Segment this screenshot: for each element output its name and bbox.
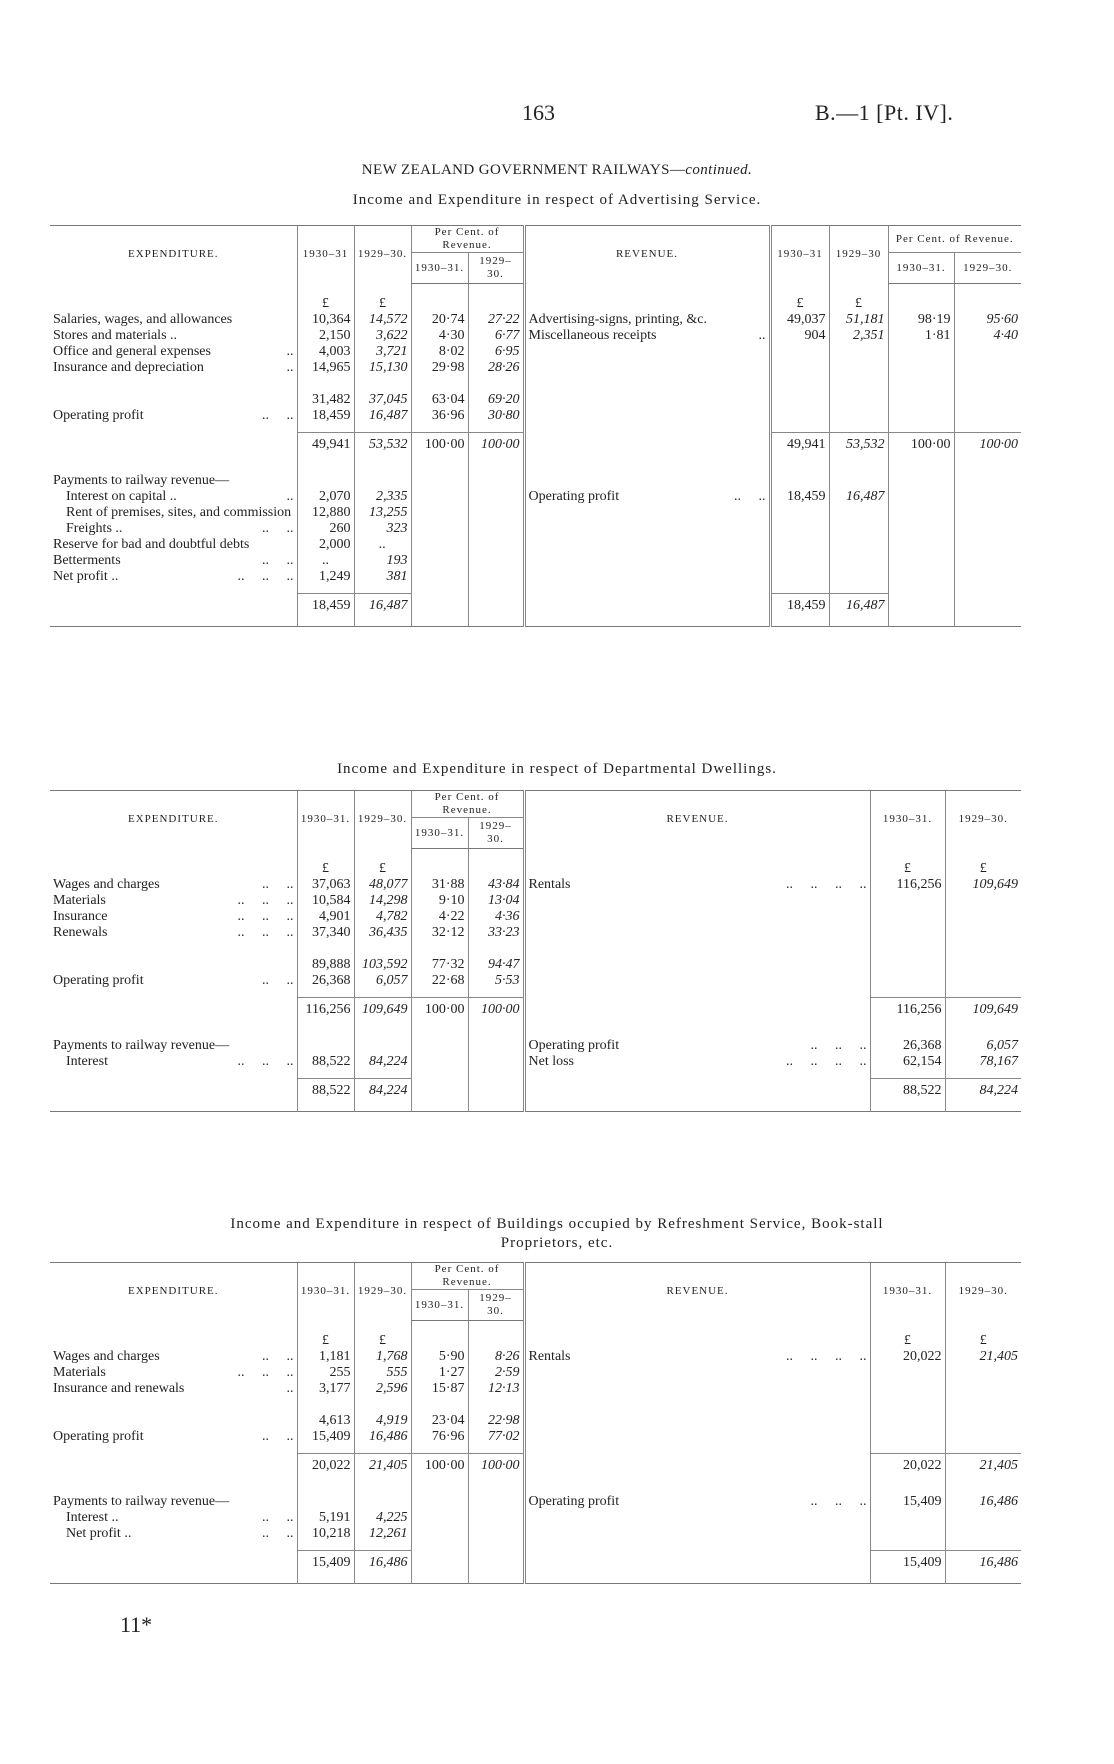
total-1930: 18,459	[297, 593, 354, 618]
table-row	[50, 1510, 1021, 1526]
pound-sign: £	[297, 1321, 354, 1349]
row-label: Net profit .. .. ..	[66, 1525, 294, 1541]
pound-sign: £	[870, 1321, 945, 1349]
table-row	[50, 925, 1021, 941]
row-label: Materials .. .. ..	[53, 892, 294, 908]
percent-1930: 5·90	[411, 1349, 468, 1365]
label-text: Operating profit	[53, 1428, 144, 1444]
value-1930: 116,256	[870, 877, 945, 893]
dwellings-title: Income and Expenditure in respect of Departmental Dwellings.	[337, 761, 777, 777]
percent-1929: 4·36	[468, 909, 524, 925]
total-row	[50, 593, 1021, 618]
row-label: Net profit .. .. .. ..	[53, 568, 294, 584]
percent-1930: 4·22	[411, 909, 468, 925]
header-year-1930: 1930–31.	[870, 791, 945, 849]
row-label: Operating profit .. ..	[524, 489, 770, 505]
value-1930: 2,150	[297, 328, 354, 344]
operating-profit-row	[50, 973, 1021, 989]
value-1929: 6,057	[354, 973, 411, 989]
header-year-1929: 1929–30.	[945, 791, 1021, 849]
caption-main: NEW ZEALAND GOVERNMENT RAILWAYS—	[361, 162, 686, 178]
percent-1929: 22·98	[468, 1413, 524, 1429]
header-expenditure: EXPENDITURE.	[127, 1285, 219, 1298]
label-text: Insurance and renewals	[53, 1380, 185, 1396]
header-year-1929: 1929–30.	[945, 1263, 1021, 1321]
percent-1929: 95·60	[954, 312, 1021, 328]
buildings-title	[40, 1215, 1074, 1253]
row-label: Operating profit .. ..	[53, 972, 294, 988]
total-percent-1929: 100·00	[468, 997, 524, 1022]
label-text: Interest	[66, 1053, 108, 1069]
percent-1929: 8·26	[468, 1349, 524, 1365]
row-label: Wages and charges .. ..	[53, 1348, 294, 1364]
value-1930: 10,364	[297, 312, 354, 328]
label-text: Operating profit	[53, 972, 144, 988]
row-label: Net loss .. .. .. ..	[524, 1054, 870, 1070]
value-1929: 4,782	[354, 909, 411, 925]
payments-heading: Payments to railway revenue—	[53, 1037, 230, 1053]
document-reference: B.—1 [Pt. IV].	[815, 100, 954, 125]
total-percent-1930: 100·00	[888, 432, 954, 457]
row-label: Rentals .. .. .. ..	[524, 1349, 870, 1365]
header-expenditure: EXPENDITURE.	[127, 813, 219, 826]
value-1930: ..	[297, 553, 354, 569]
value-1930: 10,218	[297, 1526, 354, 1542]
total-1930: 20,022	[870, 1453, 945, 1478]
header-pc-1930: 1930–31.	[411, 818, 468, 849]
value-1929: 16,486	[354, 1429, 411, 1445]
value-1930: 4,901	[297, 909, 354, 925]
value-1930: 5,191	[297, 1510, 354, 1526]
header-year-1929: 1929–30.	[354, 791, 411, 849]
percent-1930: 23·04	[411, 1413, 468, 1429]
caption-continued: continued.	[685, 162, 753, 178]
value-1929: 16,487	[829, 489, 888, 505]
total-percent-1930: 100·00	[411, 432, 468, 457]
value-1929: 2,351	[829, 328, 888, 344]
value-1929: 4,225	[354, 1510, 411, 1526]
value-1929: 1,768	[354, 1349, 411, 1365]
percent-1930: 1·27	[411, 1365, 468, 1381]
total-1929: 53,532	[354, 432, 411, 457]
total-1930: 15,409	[297, 1550, 354, 1575]
label-text: Net loss	[528, 1053, 574, 1069]
table-row	[50, 1349, 1021, 1365]
payments-heading: Payments to railway revenue—	[53, 1493, 230, 1509]
table-row	[50, 893, 1021, 909]
value-1929: 3,622	[354, 328, 411, 344]
value-1929: 16,487	[354, 408, 411, 424]
pound-sign: £	[354, 1321, 411, 1349]
operating-profit-row	[50, 408, 1021, 424]
percent-1929: 30·80	[468, 408, 524, 424]
value-1929: 14,572	[354, 312, 411, 328]
row-label: Operating profit .. ..	[53, 407, 294, 423]
value-1930: 62,154	[870, 1054, 945, 1070]
value-1930: 255	[297, 1365, 354, 1381]
label-text: Operating profit	[528, 1493, 620, 1509]
total-row	[50, 432, 1021, 457]
total-percent-1929: 100·00	[468, 432, 524, 457]
row-label: Freights .. .. ..	[66, 520, 294, 536]
subtotal-row	[50, 957, 1021, 973]
value-1929: 2,335	[354, 489, 411, 505]
percent-1929: 12·13	[468, 1381, 524, 1397]
value-1929: 555	[354, 1365, 411, 1381]
percent-1929: 33·23	[468, 925, 524, 941]
header-year-1929: 1929–30.	[354, 1263, 411, 1321]
row-label: Salaries, wages, and allowances	[53, 311, 233, 327]
pound-sign: £	[770, 284, 829, 312]
row-label: Insurance and depreciation ..	[53, 359, 294, 375]
value-1929: 3,721	[354, 344, 411, 360]
row-label: Operating profit .. ..	[53, 1428, 294, 1444]
pound-sign: £	[945, 1321, 1021, 1349]
table-row	[50, 505, 1021, 521]
percent-1929: 94·47	[468, 957, 524, 973]
row-label: Rentals .. .. .. ..	[524, 877, 870, 893]
pound-sign: £	[829, 284, 888, 312]
row-label: Rent of premises, sites, and commission	[66, 504, 292, 520]
subtotal-row	[50, 392, 1021, 408]
value-1930: 260	[297, 521, 354, 537]
label-text: Betterments	[53, 552, 121, 568]
value-1930: 26,368	[870, 1038, 945, 1054]
header-year-1929: 1929–30	[829, 226, 888, 284]
total-1929: 53,532	[829, 432, 888, 457]
row-label: Stores and materials ..	[53, 327, 178, 343]
total-1929: 84,224	[945, 1078, 1021, 1103]
table-row	[50, 1526, 1021, 1542]
label-text: Materials	[53, 1364, 106, 1380]
percent-1929: 28·26	[468, 360, 524, 376]
label-text: Wages and charges	[53, 876, 160, 892]
label-text: Freights ..	[66, 520, 123, 536]
percent-1930: 36·96	[411, 408, 468, 424]
value-1930: 2,000	[297, 537, 354, 553]
percent-1930: 15·87	[411, 1381, 468, 1397]
value-1929: 14,298	[354, 893, 411, 909]
header-per-cent: Per Cent. of Revenue.	[411, 226, 524, 253]
total-1930: 49,941	[770, 432, 829, 457]
percent-1929: 4·40	[954, 328, 1021, 344]
header-year-1930: 1930–31	[297, 226, 354, 284]
value-1929: ..	[354, 537, 411, 553]
row-label: Materials .. .. ..	[53, 1364, 294, 1380]
total-1930: 15,409	[870, 1550, 945, 1575]
value-1929: 78,167	[945, 1054, 1021, 1070]
table-row	[50, 1381, 1021, 1397]
table-row	[50, 877, 1021, 893]
label-text: Operating profit	[53, 407, 144, 423]
percent-1929: 69·20	[468, 392, 524, 408]
row-label: Insurance and renewals ..	[53, 1380, 294, 1396]
label-text: Miscellaneous receipts	[528, 327, 657, 343]
value-1929: 13,255	[354, 505, 411, 521]
payments-heading: Payments to railway revenue—	[53, 472, 230, 488]
total-1930: 116,256	[870, 997, 945, 1022]
total-percent-1929: 100·00	[954, 432, 1021, 457]
value-1930: 1,181	[297, 1349, 354, 1365]
header-pc-1929: 1929–30.	[468, 253, 524, 284]
row-label: Reserve for bad and doubtful debts	[53, 536, 250, 552]
header-year-1930: 1930–31.	[297, 791, 354, 849]
percent-1930: 4·30	[411, 328, 468, 344]
percent-1930: 77·32	[411, 957, 468, 973]
total-row	[50, 1453, 1021, 1478]
label-text: Insurance and depreciation	[53, 359, 204, 375]
header-year-1930: 1930–31.	[870, 1263, 945, 1321]
table-row	[50, 521, 1021, 537]
label-text: Operating profit	[528, 488, 620, 504]
header-revenue: REVENUE.	[524, 226, 770, 284]
value-1929: 103,592	[354, 957, 411, 973]
header-pc-1930: 1930–31.	[411, 1290, 468, 1321]
total-1930: 116,256	[297, 997, 354, 1022]
label-text: Rentals	[528, 876, 571, 892]
header-pc-1929: 1929–30.	[468, 1290, 524, 1321]
table-row	[50, 909, 1021, 925]
dwellings-table	[50, 790, 1021, 1112]
percent-1930: 8·02	[411, 344, 468, 360]
table-row	[50, 1494, 1021, 1510]
total-1930: 18,459	[770, 593, 829, 618]
value-1929: 37,045	[354, 392, 411, 408]
percent-1929: 27·22	[468, 312, 524, 328]
value-1930: 1,249	[297, 569, 354, 585]
header-per-cent: Per Cent. of Revenue.	[411, 1263, 524, 1290]
value-1929: 381	[354, 569, 411, 585]
total-1929: 16,487	[354, 593, 411, 618]
value-1930: 37,063	[297, 877, 354, 893]
label-text: Wages and charges	[53, 1348, 160, 1364]
table-row	[50, 328, 1021, 344]
total-percent-1929: 100·00	[468, 1453, 524, 1478]
label-text: Net profit ..	[66, 1525, 132, 1541]
total-1930: 88,522	[297, 1078, 354, 1103]
footer-signature: 11*	[120, 1612, 153, 1637]
percent-1929: 6·77	[468, 328, 524, 344]
row-label: Insurance .. .. ..	[53, 908, 294, 924]
label-text: Office and general expenses	[53, 343, 211, 359]
value-1930: 31,482	[297, 392, 354, 408]
percent-1929: 43·84	[468, 877, 524, 893]
buildings-title-line1: Income and Expenditure in respect of Buildings occupied by Refreshment Service, Book-stall	[230, 1216, 884, 1232]
value-1929: 12,261	[354, 1526, 411, 1542]
label-text: Operating profit	[528, 1037, 620, 1053]
percent-1930: 29·98	[411, 360, 468, 376]
buildings-title-line2: Proprietors, etc.	[500, 1235, 614, 1251]
row-label: Miscellaneous receipts ..	[524, 328, 770, 344]
label-text: Materials	[53, 892, 106, 908]
row-label: Operating profit .. .. ..	[524, 1038, 870, 1054]
value-1930: 4,613	[297, 1413, 354, 1429]
value-1930: 88,522	[297, 1054, 354, 1070]
row-label: Wages and charges .. ..	[53, 876, 294, 892]
value-1930: 89,888	[297, 957, 354, 973]
table-row	[50, 1054, 1021, 1070]
pound-sign: £	[297, 849, 354, 877]
value-1929: 16,486	[945, 1494, 1021, 1510]
percent-1930: 22·68	[411, 973, 468, 989]
percent-1929: 77·02	[468, 1429, 524, 1445]
value-1930: 12,880	[297, 505, 354, 521]
total-1929: 16,486	[354, 1550, 411, 1575]
row-label: Interest .. .. ..	[66, 1509, 294, 1525]
total-1929: 21,405	[945, 1453, 1021, 1478]
total-1929: 21,405	[354, 1453, 411, 1478]
value-1930: 37,340	[297, 925, 354, 941]
value-1930: 15,409	[297, 1429, 354, 1445]
value-1930: 3,177	[297, 1381, 354, 1397]
value-1930: 4,003	[297, 344, 354, 360]
total-1930: 49,941	[297, 432, 354, 457]
table-row	[50, 553, 1021, 569]
value-1929: 15,130	[354, 360, 411, 376]
percent-1930: 76·96	[411, 1429, 468, 1445]
row-label: Operating profit .. .. ..	[524, 1494, 870, 1510]
header-expenditure: EXPENDITURE.	[127, 248, 219, 261]
value-1930: 14,965	[297, 360, 354, 376]
percent-1930: 98·19	[888, 312, 954, 328]
header-per-cent: Per Cent. of Revenue.	[411, 791, 524, 818]
subtotal-row	[50, 1413, 1021, 1429]
percent-1929: 2·59	[468, 1365, 524, 1381]
value-1929: 109,649	[945, 877, 1021, 893]
total-1930: 20,022	[297, 1453, 354, 1478]
value-1929: 2,596	[354, 1381, 411, 1397]
label-text: Interest on capital ..	[66, 488, 177, 504]
total-percent-1930: 100·00	[411, 1453, 468, 1478]
value-1929: 51,181	[829, 312, 888, 328]
header-pc-1930: 1930–31.	[411, 253, 468, 284]
advertising-title: Income and Expenditure in respect of Advertising Service.	[352, 192, 762, 208]
header-year-1929: 1929–30.	[354, 226, 411, 284]
total-1929: 109,649	[945, 997, 1021, 1022]
header-pc-1929: 1929–30.	[954, 253, 1021, 284]
table-row	[50, 1038, 1021, 1054]
percent-1930: 20·74	[411, 312, 468, 328]
percent-1930: 32·12	[411, 925, 468, 941]
percent-1930: 1·81	[888, 328, 954, 344]
percent-1929: 13·04	[468, 893, 524, 909]
pound-sign: £	[297, 284, 354, 312]
value-1930: 18,459	[770, 489, 829, 505]
percent-1929: 6·95	[468, 344, 524, 360]
percent-1929: 5·53	[468, 973, 524, 989]
label-text: Rentals	[528, 1348, 571, 1364]
value-1929: 48,077	[354, 877, 411, 893]
row-label: Office and general expenses ..	[53, 343, 294, 359]
row-label: Advertising-signs, printing, &c.	[524, 312, 770, 328]
value-1930: 15,409	[870, 1494, 945, 1510]
value-1929: 193	[354, 553, 411, 569]
value-1929: 4,919	[354, 1413, 411, 1429]
table-row	[50, 1365, 1021, 1381]
page-number: 163	[522, 100, 555, 125]
header-year-1930: 1930–31	[770, 226, 829, 284]
value-1930: 26,368	[297, 973, 354, 989]
header-per-cent: Per Cent. of Revenue.	[888, 226, 1021, 253]
header-pc-1930: 1930–31.	[888, 253, 954, 284]
header-revenue: REVENUE.	[524, 791, 870, 849]
total-1929: 16,487	[829, 593, 888, 618]
pound-sign: £	[945, 849, 1021, 877]
row-label: Interest on capital .. ..	[66, 488, 294, 504]
total-1929: 109,649	[354, 997, 411, 1022]
header-revenue: REVENUE.	[524, 1263, 870, 1321]
table-row	[50, 489, 1021, 505]
value-1929: 84,224	[354, 1054, 411, 1070]
pound-sign: £	[870, 849, 945, 877]
value-1929: 323	[354, 521, 411, 537]
label-text: Renewals	[53, 924, 108, 940]
header-pc-1929: 1929–30.	[468, 818, 524, 849]
pound-sign: £	[354, 284, 411, 312]
table-row	[50, 569, 1021, 585]
row-label: Interest .. .. ..	[66, 1053, 294, 1069]
percent-1930: 9·10	[411, 893, 468, 909]
advertising-table	[50, 225, 1021, 627]
operating-profit-row	[50, 1429, 1021, 1445]
pound-sign: £	[354, 849, 411, 877]
value-1930: 10,584	[297, 893, 354, 909]
table-row	[50, 312, 1021, 328]
label-text: Net profit ..	[53, 568, 119, 584]
value-1929: 21,405	[945, 1349, 1021, 1365]
table-row	[50, 344, 1021, 360]
value-1930: 20,022	[870, 1349, 945, 1365]
label-text: Insurance	[53, 908, 108, 924]
total-1929: 16,486	[945, 1550, 1021, 1575]
buildings-table	[50, 1262, 1021, 1584]
total-row	[50, 997, 1021, 1022]
row-label: Renewals .. .. ..	[53, 924, 294, 940]
percent-1930: 63·04	[411, 392, 468, 408]
total-row	[50, 1550, 1021, 1575]
header-year-1930: 1930–31.	[297, 1263, 354, 1321]
value-1929: 6,057	[945, 1038, 1021, 1054]
total-1929: 84,224	[354, 1078, 411, 1103]
percent-1930: 31·88	[411, 877, 468, 893]
total-row	[50, 1078, 1021, 1103]
table-row	[50, 360, 1021, 376]
value-1930: 904	[770, 328, 829, 344]
table-row	[50, 537, 1021, 553]
total-percent-1930: 100·00	[411, 997, 468, 1022]
value-1930: 18,459	[297, 408, 354, 424]
row-label: Betterments .. ..	[53, 552, 294, 568]
total-1930: 88,522	[870, 1078, 945, 1103]
label-text: Interest ..	[66, 1509, 119, 1525]
value-1930: 49,037	[770, 312, 829, 328]
value-1930: 2,070	[297, 489, 354, 505]
running-caption	[0, 162, 1114, 179]
value-1929: 36,435	[354, 925, 411, 941]
